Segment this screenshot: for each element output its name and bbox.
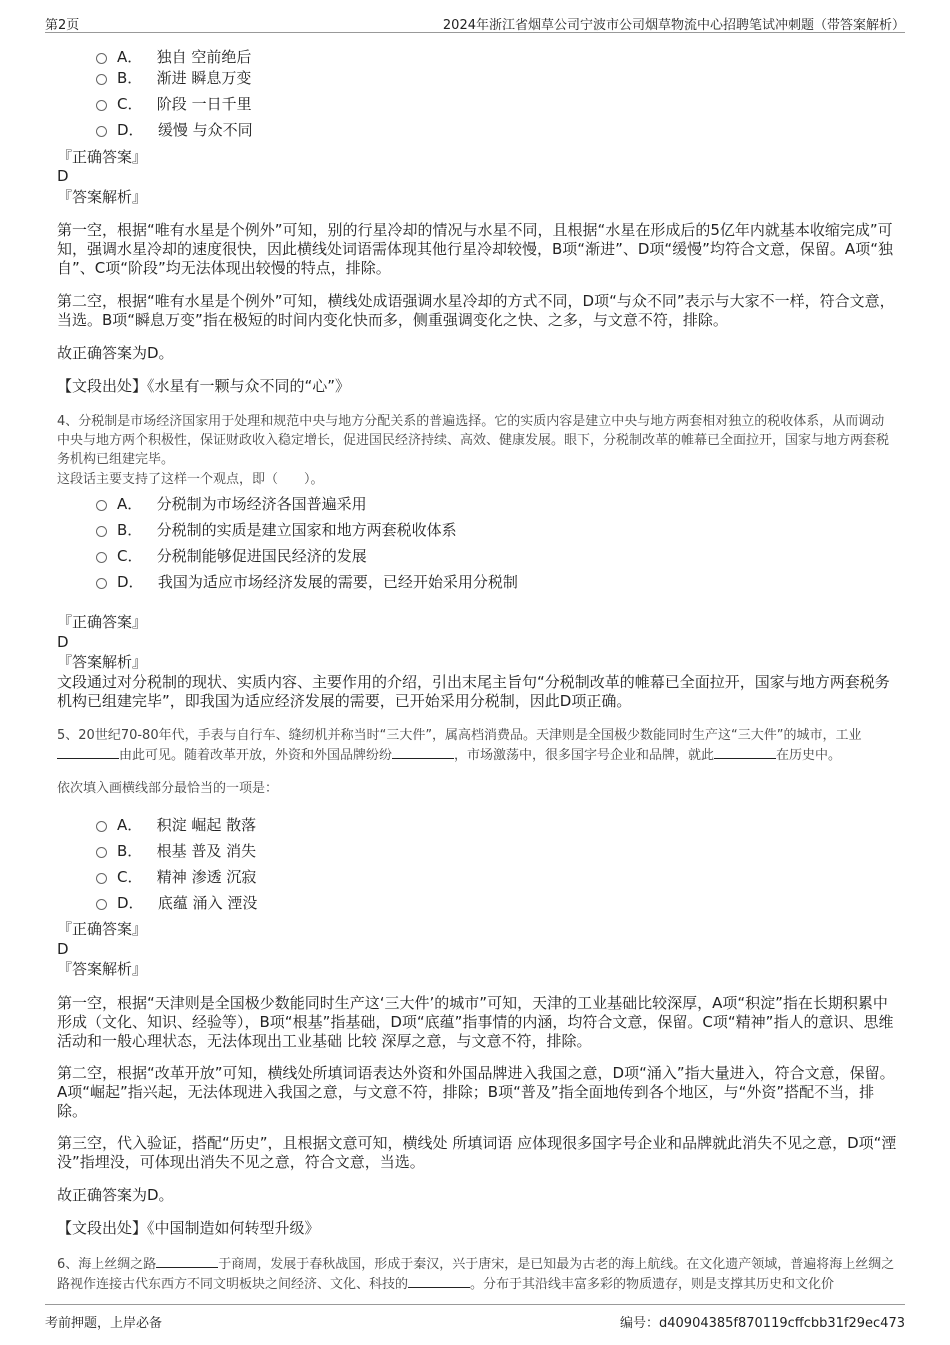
analysis-label: 『答案解析』	[57, 960, 148, 978]
q5-answer: D	[57, 940, 69, 958]
radio-icon[interactable]	[96, 100, 107, 111]
q5-conclusion: 故正确答案为D。	[57, 1186, 174, 1204]
correct-answer-label: 『正确答案』	[57, 920, 148, 938]
q4-prompt: 这段话主要支持了这样一个观点，即（ ）。	[57, 472, 324, 487]
q3-option-b[interactable]: B． 渐进 瞬息万变	[96, 68, 251, 88]
correct-answer-label: 『正确答案』	[57, 613, 148, 631]
radio-icon[interactable]	[96, 526, 107, 537]
document-serial: 编号：d40904385f870119cffcbb31f29ec473	[620, 1316, 905, 1331]
q5-option-b[interactable]: B． 根基 普及 消失	[96, 841, 256, 861]
radio-icon[interactable]	[96, 552, 107, 563]
footer-slogan: 考前押题，上岸必备	[45, 1316, 163, 1331]
fill-blank	[408, 1274, 470, 1288]
q3-option-c[interactable]: C． 阶段 一日千里	[96, 94, 252, 114]
page-footer	[45, 1304, 905, 1329]
radio-icon[interactable]	[96, 578, 107, 589]
q5-source: 【文段出处】《中国制造如何转型升级》	[57, 1219, 320, 1237]
q5-prompt: 依次填入画横线部分最恰当的一项是：	[57, 781, 279, 796]
radio-icon[interactable]	[96, 821, 107, 832]
q4-option-d[interactable]: D． 我国为适应市场经济发展的需要，已经开始采用分税制	[96, 572, 518, 592]
radio-icon[interactable]	[96, 500, 107, 511]
q4-analysis: 文段通过对分税制的现状、实质内容、主要作用的介绍，引出末尾主旨句“分税制改革的帷幕已全面拉开，国家与地方两套税务机构已组建完毕”，即我国为适应经济发展的需要，已开始采用分税制，因此D项正确。	[57, 673, 890, 710]
q4-option-b[interactable]: B． 分税制的实质是建立国家和地方两套税收体系	[96, 520, 457, 540]
q5-option-a[interactable]: A． 积淀 崛起 散落	[96, 815, 256, 835]
q5-analysis-2: 第二空，根据“改革开放”可知，横线处所填词语表达外资和外国品牌进入我国之意，D项“涌入”指大量进入，符合文意，保留。A项“崛起”指兴起，无法体现进入我国之意，与文意不符，排除；B项“普及”指全面地传到各个地区，与“外资”搭配不当，排除。	[57, 1064, 895, 1120]
q5-option-c[interactable]: C． 精神 渗透 沉寂	[96, 867, 256, 887]
q4-option-a[interactable]: A． 分税制为市场经济各国普遍采用	[96, 494, 367, 514]
q3-option-a[interactable]: A． 独自 空前绝后	[96, 47, 251, 67]
page-number: 第2页	[45, 18, 80, 33]
q4-stem: 4、分税制是市场经济国家用于处理和规范中央与地方分配关系的普遍选择。它的实质内容是建立中央与地方两套相对独立的税收体系，从而调动中央与地方两个积极性，保证财政收入稳定增长，促进国民经济持续、高效、健康发展。眼下，分税制改革的帷幕已全面拉开，国家与地方两套税务机构已组建完毕。	[57, 414, 890, 467]
q3-source: 【文段出处】《水星有一颗与众不同的“心”》	[57, 377, 351, 395]
document-title: 2024年浙江省烟草公司宁波市公司烟草物流中心招聘笔试冲刺题（带答案解析）	[442, 18, 905, 33]
q5-analysis-3: 第三空，代入验证，搭配“历史”，且根据文意可知，横线处 所填词语 应体现很多国字号企业和品牌就此消失不见之意，D项“湮没”指埋没，可体现出消失不见之意，符合文意，当选。	[57, 1134, 897, 1171]
q3-option-d[interactable]: D． 缓慢 与众不同	[96, 120, 253, 140]
radio-icon[interactable]	[96, 899, 107, 910]
radio-icon[interactable]	[96, 53, 107, 64]
q5-stem: 5、20世纪70-80年代，手表与自行车、缝纫机并称当时“三大件”，属高档消费品。天津则是全国极少数能同时生产这“三大件”的城市，工业由此可见。随着改革开放，外资和外国品牌纷纷 ，市场激荡中，很多国字号企业和品牌，就此 在历史中。	[57, 728, 862, 763]
fill-blank	[57, 745, 119, 759]
q6-stem: 6、海上丝绸之路 于商周，发展于春秋战国，形成于秦汉，兴于唐宋，是已知最为古老的海上航线。在文化遗产领域，普遍将海上丝绸之路视作连接古代东西方不同文明板块之间经济、文化、科技的 。分布于其沿线丰富多彩的物质遗存，则是支撑其历史和文化价	[57, 1254, 897, 1294]
q3-analysis-1: 第一空，根据“唯有水星是个例外”可知，别的行星冷却的情况与水星不同，且根据“水星在形成后的5亿年内就基本收缩完成”可知，强调水星冷却的速度很快，因此横线处词语需体现其他行星冷却较慢，B项“渐进”、D项“缓慢”均符合文意，保留。A项“独自”、C项“阶段”均无法体现出较慢的特点，排除。	[57, 221, 893, 277]
fill-blank	[392, 745, 454, 759]
q5-analysis-1: 第一空，根据“天津则是全国极少数能同时生产这‘三大件’的城市”可知，天津的工业基础比较深厚，A项“积淀”指在长期积累中形成（文化、知识、经验等），B项“根基”指基础，D项“底蕴”指事情的内涵，均符合文意，保留。C项“精神”指人的意识、思维活动和一般心理状态，无法体现出工业基础 比较 深厚之意，与文意不符，排除。	[57, 994, 894, 1050]
radio-icon[interactable]	[96, 126, 107, 137]
fill-blank	[156, 1254, 218, 1268]
q3-conclusion: 故正确答案为D。	[57, 344, 174, 362]
correct-answer-label: 『正确答案』	[57, 148, 148, 166]
radio-icon[interactable]	[96, 847, 107, 858]
analysis-label: 『答案解析』	[57, 653, 148, 671]
q4-option-c[interactable]: C． 分税制能够促进国民经济的发展	[96, 546, 367, 566]
page-header	[45, 10, 905, 33]
fill-blank	[714, 745, 776, 759]
q3-analysis-2: 第二空，根据“唯有水星是个例外”可知，横线处成语强调水星冷却的方式不同，D项“与众不同”表示与大家不一样，符合文意，当选。B项“瞬息万变”指在极短的时间内变化快而多，侧重强调变化之快、之多，与文意不符，排除。	[57, 292, 895, 329]
radio-icon[interactable]	[96, 74, 107, 85]
q3-answer: D	[57, 167, 69, 185]
q4-answer: D	[57, 633, 69, 651]
radio-icon[interactable]	[96, 873, 107, 884]
analysis-label: 『答案解析』	[57, 188, 148, 206]
q5-option-d[interactable]: D． 底蕴 涌入 湮没	[96, 893, 257, 913]
